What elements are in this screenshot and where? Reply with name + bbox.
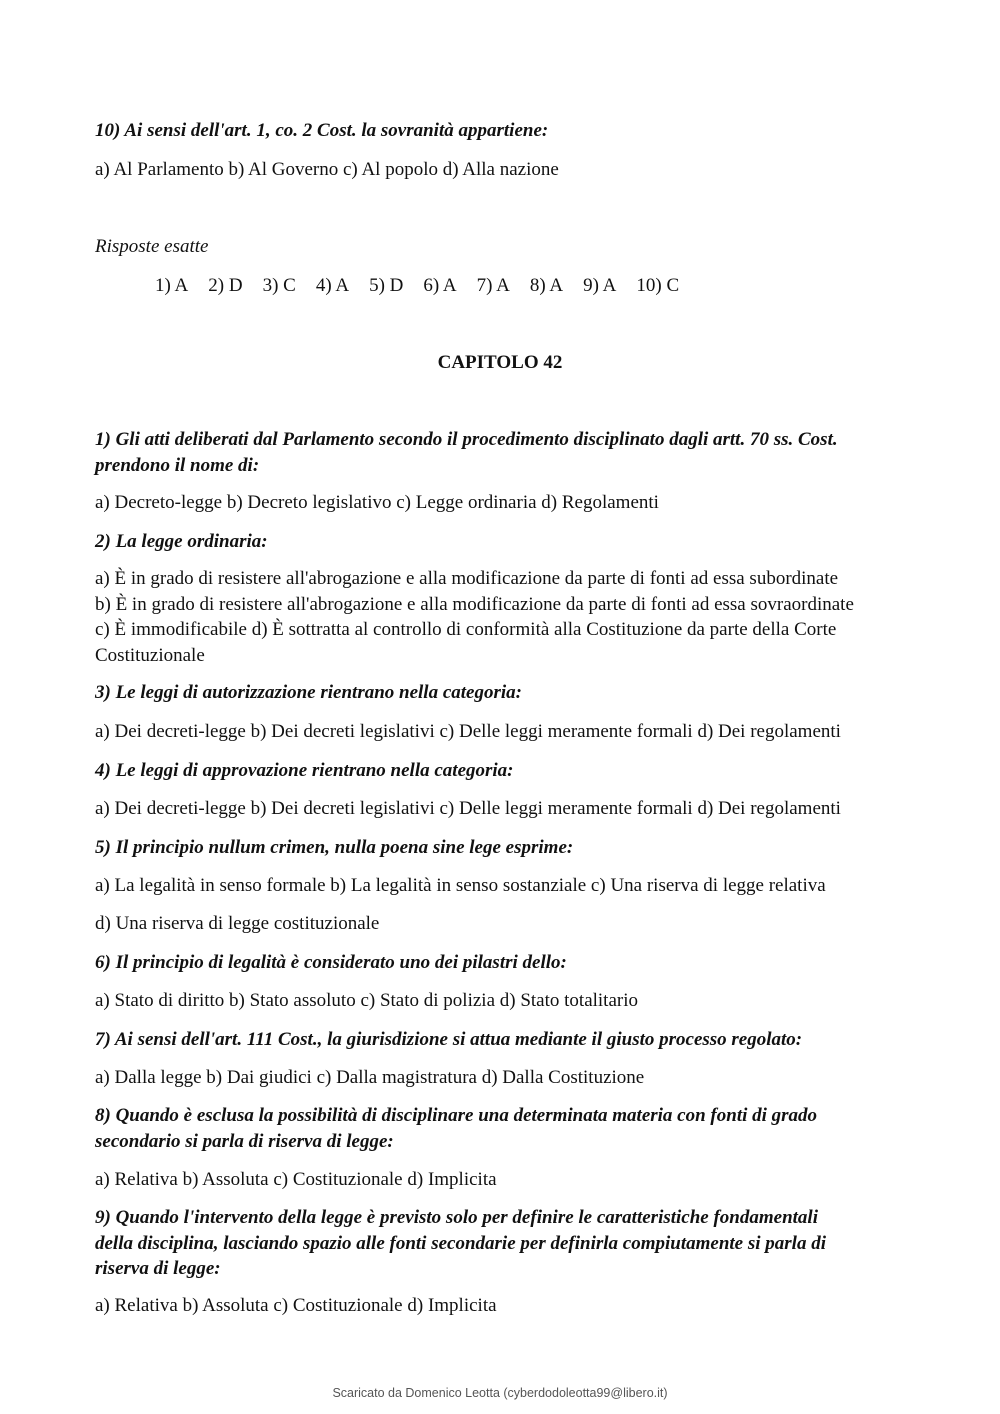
question-9-text: 9) Quando l'intervento della legge è previsto solo per definire le caratteristiche fondamentali della disciplina, lasciando spazio alle fonti secondarie per definirla compiutamente si parla di riserva di legge: (95, 1207, 826, 1279)
question-4-options: a) Dei decreti-legge b) Dei decreti legislativi c) Delle leggi meramente formali d) Dei regolamenti (95, 798, 841, 819)
answers-row (155, 273, 699, 298)
answer-item: 3) C (262, 275, 296, 296)
question-6-text: 6) Il principio di legalità è considerato uno dei pilastri dello: (95, 952, 567, 973)
question-5-text: 5) Il principio nullum crimen, nulla poena sine lege esprime: (95, 837, 574, 858)
answers-label: Risposte esatte (95, 236, 209, 257)
question-1-text: 1) Gli atti deliberati dal Parlamento secondo il procedimento disciplinato dagli artt. 70 ss. Cost. prendono il nome di: (95, 429, 838, 476)
question-6-options: a) Stato di diritto b) Stato assoluto c) Stato di polizia d) Stato totalitario (95, 990, 639, 1011)
question-10-options: a) Al Parlamento b) Al Governo c) Al popolo d) Alla nazione (95, 159, 559, 180)
question-3-text: 3) Le leggi di autorizzazione rientrano nella categoria: (95, 682, 522, 703)
answer-item: 9) A (583, 275, 617, 296)
question-4-text: 4) Le leggi di approvazione rientrano nella categoria: (95, 760, 514, 781)
answer-item: 7) A (476, 275, 510, 296)
question-10-text: 10) Ai sensi dell'art. 1, co. 2 Cost. la sovranità appartiene: (95, 120, 549, 141)
download-footer: Scaricato da Domenico Leotta (cyberdodoleotta99@libero.it) (332, 1386, 668, 1400)
answer-item: 2) D (208, 275, 243, 296)
question-9-options: a) Relativa b) Assoluta c) Costituzionale d) Implicita (95, 1295, 497, 1316)
question-7-options: a) Dalla legge b) Dai giudici c) Dalla magistratura d) Dalla Costituzione (95, 1067, 645, 1088)
answer-item: 4) A (315, 275, 350, 296)
answer-item: 6) A (423, 275, 457, 296)
question-7-text: 7) Ai sensi dell'art. 111 Cost., la giurisdizione si attua mediante il giusto processo regolato: (95, 1029, 803, 1050)
question-2-options: a) È in grado di resistere all'abrogazione e alla modificazione da parte di fonti ad essa subordinate b) È in grado di resistere all'abrogazione e alla modificazione da parte di fonti ad essa sovraordinate c) È immodificabile d) È sottratta al controllo di conformità alla Costituzione da parte della Corte Costituzionale (95, 568, 854, 666)
answer-item: 5) D (369, 275, 404, 296)
question-8-text: 8) Quando è esclusa la possibilità di disciplinare una determinata materia con fonti di grado secondario si parla di riserva di legge: (95, 1105, 818, 1152)
question-8-options: a) Relativa b) Assoluta c) Costituzionale d) Implicita (95, 1169, 497, 1190)
question-3-options: a) Dei decreti-legge b) Dei decreti legislativi c) Delle leggi meramente formali d) Dei regolamenti (95, 721, 841, 742)
chapter-title: CAPITOLO 42 (437, 352, 563, 373)
question-1-options: a) Decreto-legge b) Decreto legislativo c) Legge ordinaria d) Regolamenti (95, 492, 659, 513)
answer-item: 10) C (636, 275, 680, 296)
answer-item: 1) A (155, 275, 189, 296)
question-2-text: 2) La legge ordinaria: (95, 531, 268, 552)
question-5-options-extra: d) Una riserva di legge costituzionale (95, 913, 380, 934)
answer-item: 8) A (529, 275, 564, 296)
question-5-options: a) La legalità in senso formale b) La legalità in senso sostanziale c) Una riserva di legge relativa (95, 875, 826, 896)
